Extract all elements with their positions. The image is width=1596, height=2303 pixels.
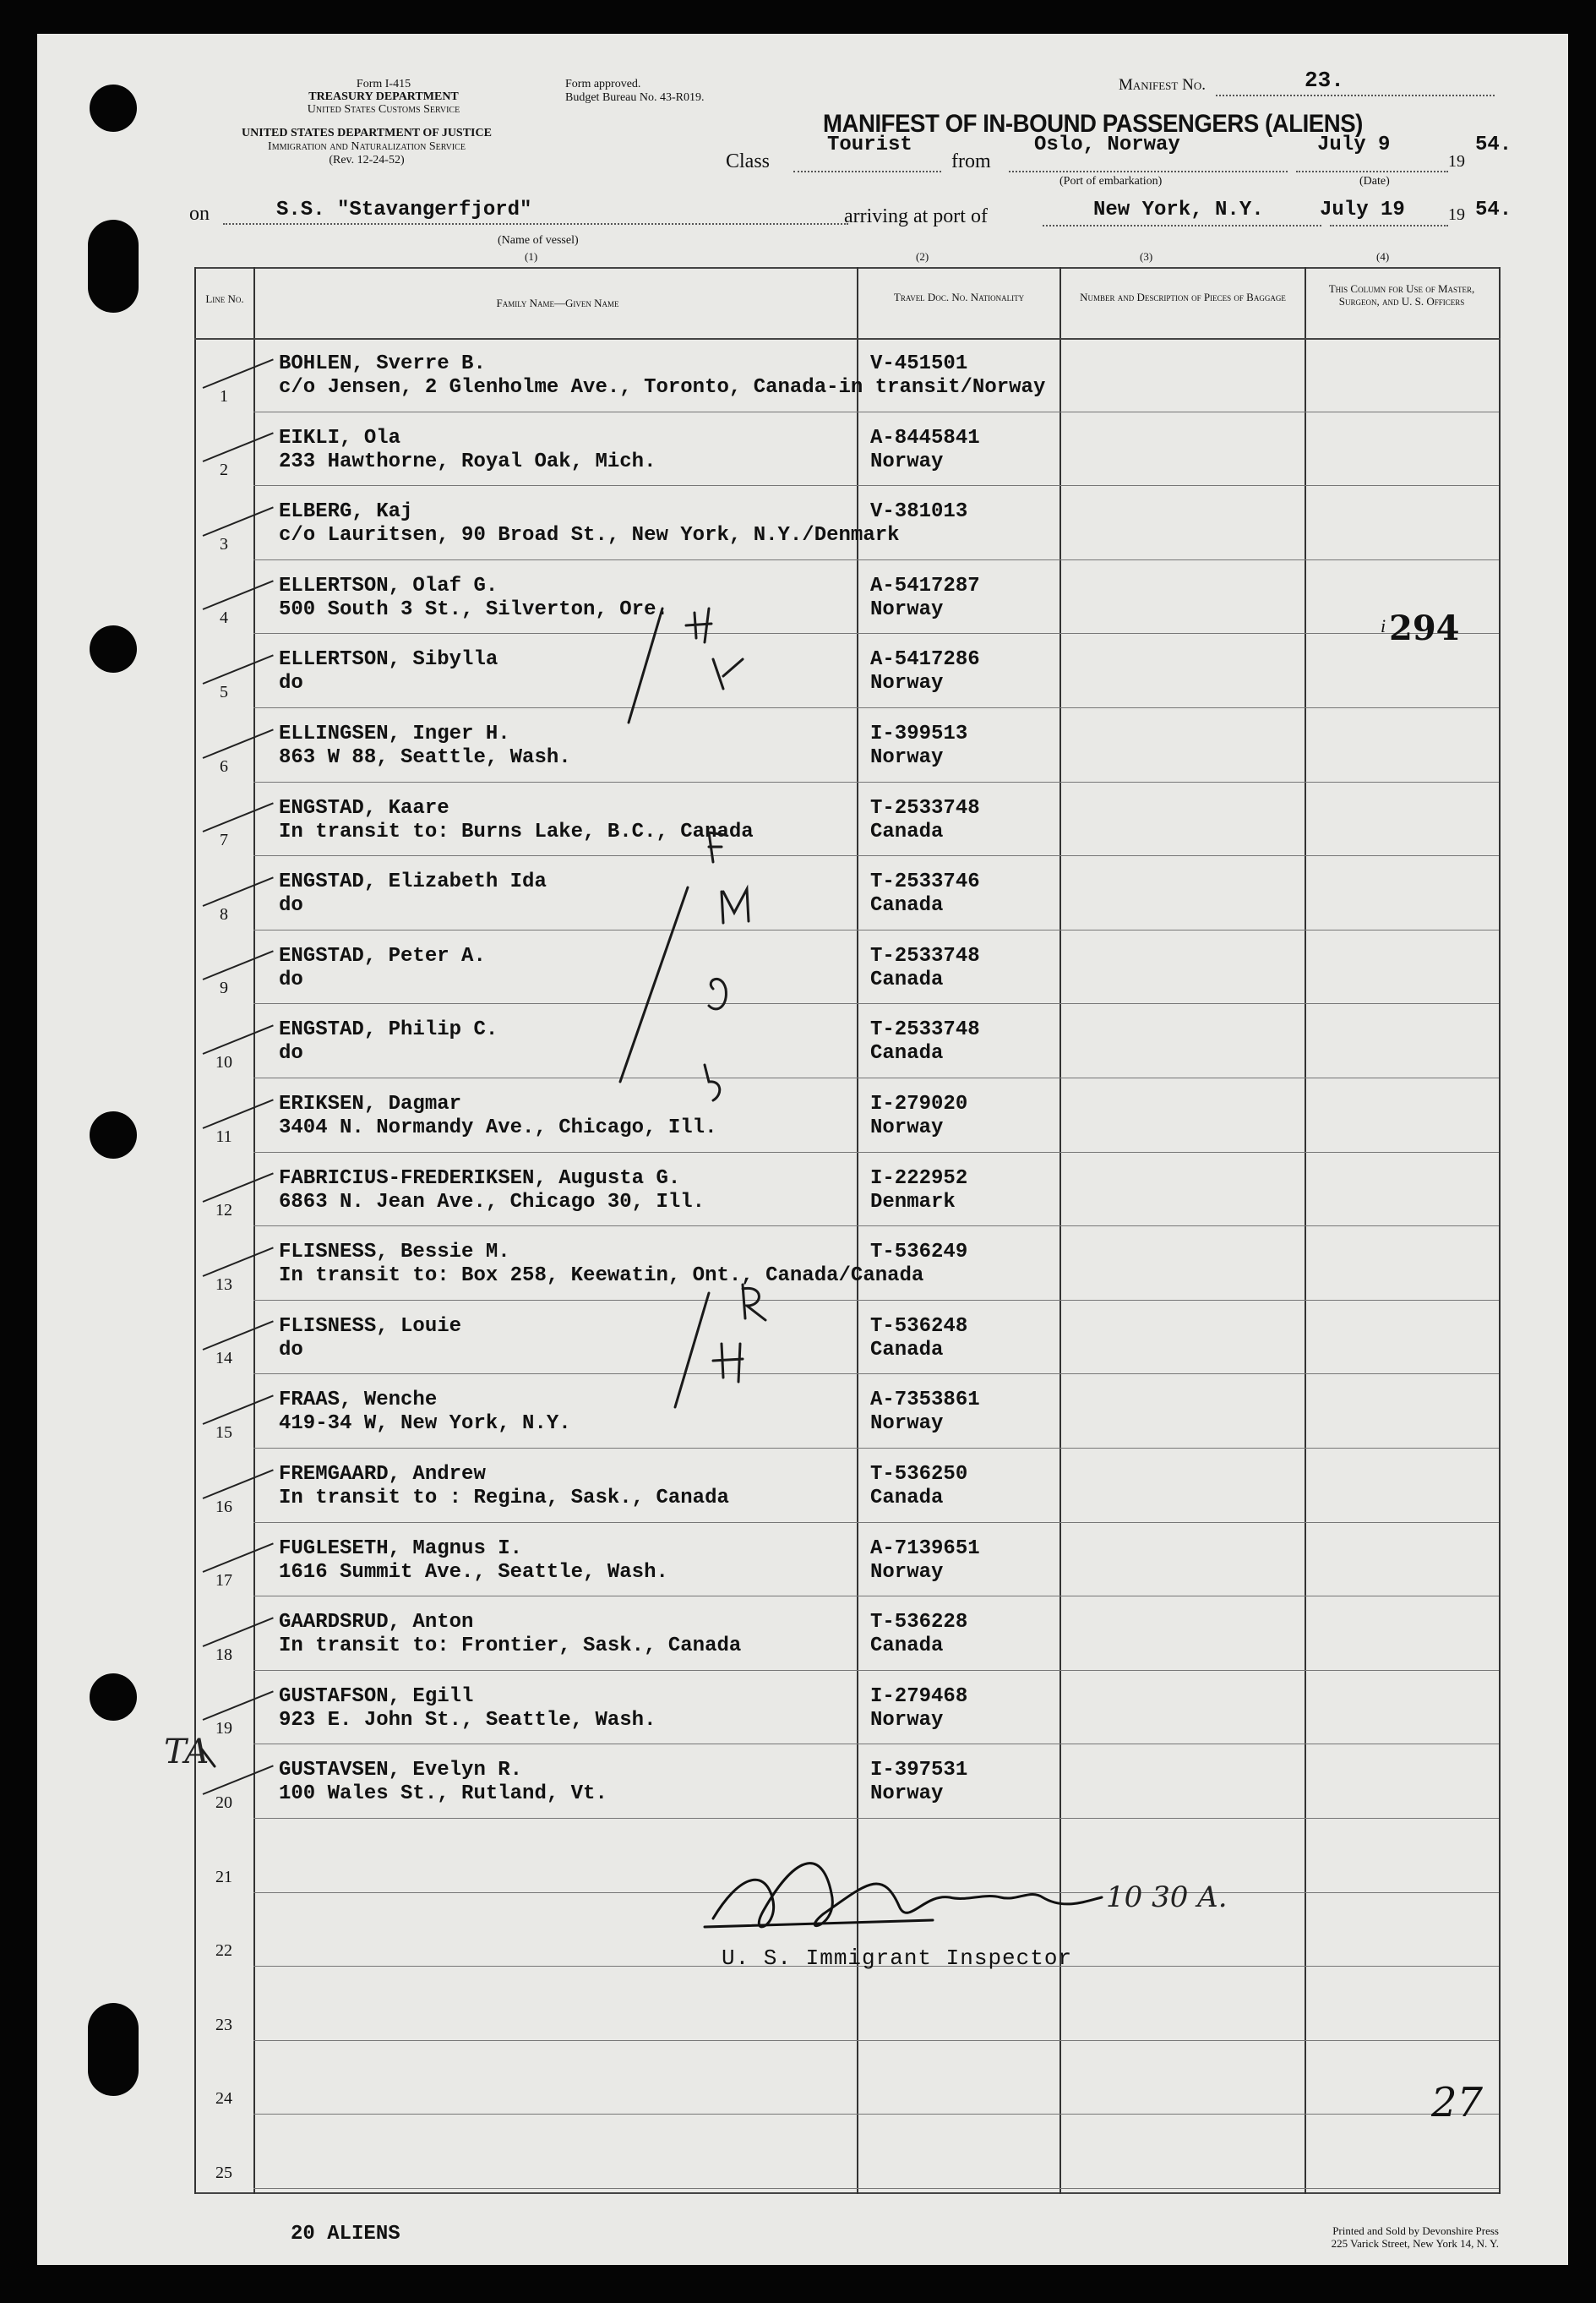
passenger-address: In transit to: Burns Lake, B.C., Canada <box>279 820 754 843</box>
officer-mark-i: i <box>1381 615 1386 636</box>
from-line <box>1009 171 1288 172</box>
check-stroke <box>203 729 274 759</box>
manifest-number: 23. <box>1305 68 1344 93</box>
year-prefix: 19 <box>1448 152 1465 171</box>
passenger-name: GUSTAFSON, Egill <box>279 1684 474 1708</box>
check-stroke <box>203 1173 274 1203</box>
col-header-name: Family Name—Given Name <box>496 297 619 309</box>
check-stroke <box>203 1543 274 1574</box>
class-line <box>793 171 941 172</box>
table-row <box>194 1596 1501 1671</box>
travel-doc-number: A-5417286 <box>870 648 980 672</box>
table-row <box>194 1671 1501 1745</box>
line-number: 8 <box>220 904 228 924</box>
printer-line-1: Printed and Sold by Devonshire Press <box>1332 2224 1499 2237</box>
table-row <box>194 1967 1501 2041</box>
customs-service: United States Customs Service <box>307 103 460 116</box>
col-header-baggage: Number and Description of Pieces of Baggage <box>1080 291 1286 303</box>
passenger-name: FUGLESETH, Magnus I. <box>279 1536 523 1560</box>
nationality: Norway <box>870 598 944 621</box>
passenger-name: FREMGAARD, Andrew <box>279 1463 486 1486</box>
nationality: Denmark <box>870 1190 956 1214</box>
passenger-name: ENGSTAD, Peter A. <box>279 944 486 968</box>
year-value: 54. <box>1475 134 1512 156</box>
travel-doc-number: I-399513 <box>870 723 968 745</box>
passenger-name: FLISNESS, Bessie M. <box>279 1241 510 1264</box>
passenger-name: GAARDSRUD, Anton <box>279 1611 474 1634</box>
col-header-line-no: Line No. <box>205 292 244 305</box>
passenger-name: EIKLI, Ola <box>279 426 401 450</box>
passenger-name: ENGSTAD, Kaare <box>279 796 449 820</box>
line-number: 20 <box>215 1793 232 1812</box>
line-number: 10 <box>215 1052 232 1072</box>
passenger-name: ENGSTAD, Philip C. <box>279 1018 498 1042</box>
col4-number: (4) <box>1376 250 1390 263</box>
date-line <box>1296 171 1448 172</box>
table-row <box>194 2041 1501 2115</box>
check-stroke <box>203 1247 274 1277</box>
nationality: Canada <box>870 968 944 991</box>
check-stroke <box>203 803 274 833</box>
punch-hole <box>90 625 137 673</box>
table-row <box>194 412 1501 487</box>
check-stroke <box>203 1765 274 1795</box>
travel-doc-number: T-2533748 <box>870 796 980 820</box>
manifest-label: Manifest No. <box>1119 76 1206 94</box>
check-stroke <box>203 581 274 611</box>
passenger-name: FABRICIUS-FREDERIKSEN, Augusta G. <box>279 1166 681 1190</box>
check-stroke <box>203 1394 274 1425</box>
passenger-address: 6863 N. Jean Ave., Chicago 30, Ill. <box>279 1190 705 1214</box>
check-stroke <box>203 951 274 981</box>
on-label: on <box>189 203 210 225</box>
number-27: 27 <box>1431 2079 1484 2126</box>
table-row <box>194 1744 1501 1819</box>
nationality: Norway <box>870 1782 944 1806</box>
travel-doc-number: A-8445841 <box>870 426 980 450</box>
travel-doc-number: I-279468 <box>870 1684 968 1708</box>
table-row <box>194 1301 1501 1375</box>
line-number: 21 <box>215 1867 232 1886</box>
nationality: Norway <box>870 1412 944 1436</box>
table-row <box>194 1004 1501 1078</box>
check-stroke <box>203 654 274 685</box>
arrival-year: 54. <box>1475 199 1512 221</box>
table-row <box>194 634 1501 708</box>
line-number: 18 <box>215 1645 232 1664</box>
check-stroke <box>203 506 274 537</box>
passenger-address: c/o Lauritsen, 90 Broad St., New York, N.Y./Denmark <box>279 524 900 548</box>
line-number: 13 <box>215 1274 232 1294</box>
table-row <box>194 856 1501 930</box>
table-row <box>194 560 1501 635</box>
line-number: 14 <box>215 1349 232 1368</box>
passenger-address: 923 E. John St., Seattle, Wash. <box>279 1708 656 1732</box>
line-number: 6 <box>220 756 228 776</box>
vessel-name: S.S. "Stavangerfjord" <box>276 199 532 221</box>
passenger-address: 3404 N. Normandy Ave., Chicago, Ill. <box>279 1116 717 1139</box>
manifest-title: MANIFEST OF IN-BOUND PASSENGERS (ALIENS) <box>823 110 1363 138</box>
passenger-name: ERIKSEN, Dagmar <box>279 1093 462 1116</box>
travel-doc-number: T-536228 <box>870 1611 968 1634</box>
passenger-name: FRAAS, Wenche <box>279 1389 438 1412</box>
passenger-name: ENGSTAD, Elizabeth Ida <box>279 870 547 894</box>
passenger-address: 1616 Summit Ave., Seattle, Wash. <box>279 1560 668 1584</box>
passenger-address: In transit to : Regina, Sask., Canada <box>279 1487 729 1509</box>
manifest-no-line <box>1216 95 1495 96</box>
passenger-name: ELLERTSON, Olaf G. <box>279 574 498 598</box>
vessel-line <box>223 223 848 225</box>
col3-number: (3) <box>1140 250 1153 263</box>
passenger-address: 863 W 88, Seattle, Wash. <box>279 746 571 769</box>
table-row <box>194 338 1501 412</box>
nationality: Norway <box>870 746 944 769</box>
arrival-year-prefix: 19 <box>1448 205 1465 224</box>
travel-doc-number: A-5417287 <box>870 574 980 598</box>
col2-number: (2) <box>916 250 929 263</box>
table-row <box>194 1226 1501 1301</box>
travel-doc-number: T-536248 <box>870 1314 968 1338</box>
vessel-caption: (Name of vessel) <box>498 234 579 247</box>
vessel-col: (1) <box>525 250 538 263</box>
nationality: Canada <box>870 894 944 918</box>
table-row <box>194 1374 1501 1449</box>
printer-line-2: 225 Varick Street, New York 14, N. Y. <box>1331 2237 1499 2250</box>
check-stroke <box>203 358 274 389</box>
class-value: Tourist <box>827 134 912 156</box>
nationality: Norway <box>870 1116 944 1139</box>
line-number: 7 <box>220 831 228 850</box>
punch-hole <box>90 1673 137 1721</box>
line-number: 15 <box>215 1422 232 1442</box>
line-number: 5 <box>220 682 228 701</box>
nationality: Canada <box>870 1338 944 1362</box>
punch-hole <box>88 220 139 313</box>
travel-doc-number: T-2533748 <box>870 1018 980 1042</box>
nationality: Canada <box>870 1634 944 1658</box>
passenger-address: do <box>279 672 303 696</box>
aliens-count: 20 ALIENS <box>291 2223 400 2246</box>
manifest-sheet <box>37 34 1568 2265</box>
nationality: Canada <box>870 820 944 843</box>
passenger-address: 100 Wales St., Rutland, Vt. <box>279 1782 607 1806</box>
passenger-address: In transit to: Box 258, Keewatin, Ont., Canada/Canada <box>279 1264 924 1288</box>
passenger-name: GUSTAVSEN, Evelyn R. <box>279 1759 523 1782</box>
passenger-name: BOHLEN, Sverre B. <box>279 352 486 375</box>
check-stroke <box>203 1469 274 1499</box>
table-row <box>194 486 1501 560</box>
passenger-address: do <box>279 1042 303 1066</box>
col-header-travel-doc: Travel Doc. No. Nationality <box>893 291 1025 303</box>
form-number: Form I-415 <box>356 78 411 90</box>
line-number: 17 <box>215 1571 232 1591</box>
line-number: 4 <box>220 608 228 628</box>
check-stroke <box>203 1691 274 1722</box>
passenger-address: do <box>279 894 303 918</box>
from-label: from <box>951 150 991 172</box>
passenger-address: c/o Jensen, 2 Glenholme Ave., Toronto, Canada-in transit/Norway <box>279 376 1046 399</box>
passenger-name: ELBERG, Kaj <box>279 500 413 524</box>
travel-doc-number: T-2533746 <box>870 870 980 894</box>
line-number: 23 <box>215 2015 232 2034</box>
arrival-date: July 19 <box>1320 199 1405 221</box>
passenger-address: In transit to: Frontier, Sask., Canada <box>279 1634 742 1658</box>
from-value: Oslo, Norway <box>1034 134 1180 156</box>
treasury-dept: TREASURY DEPARTMENT <box>308 90 459 103</box>
signature-time: 10 30 A. <box>1106 1880 1228 1914</box>
budget-bureau: Budget Bureau No. 43-R019. <box>565 91 705 104</box>
class-label: Class <box>726 150 771 172</box>
passenger-address: do <box>279 968 303 991</box>
table-row <box>194 1153 1501 1227</box>
line-number: 1 <box>220 386 228 406</box>
arrival-port: New York, N.Y. <box>1093 199 1264 221</box>
nationality: Canada <box>870 1487 944 1509</box>
check-stroke <box>203 1099 274 1129</box>
passenger-name: ELLERTSON, Sibylla <box>279 648 498 672</box>
inspector-label: U. S. Immigrant Inspector <box>722 1946 1073 1971</box>
punch-hole <box>90 85 137 132</box>
passenger-address: 500 South 3 St., Silverton, Ore. <box>279 598 668 621</box>
passenger-address: do <box>279 1338 303 1362</box>
line-number: 22 <box>215 1941 232 1961</box>
passenger-table <box>194 267 1501 2194</box>
line-number: 24 <box>215 2089 232 2109</box>
nationality: Norway <box>870 450 944 473</box>
port-caption: (Port of embarkation) <box>1059 175 1163 188</box>
punch-hole <box>88 2003 139 2096</box>
line-number: 9 <box>220 979 228 998</box>
nationality: Norway <box>870 1708 944 1732</box>
check-stroke <box>203 876 274 907</box>
table-row <box>194 930 1501 1005</box>
table-row <box>194 783 1501 857</box>
travel-doc-number: T-2533748 <box>870 944 980 968</box>
line-number: 19 <box>215 1719 232 1738</box>
number-294: 294 <box>1389 608 1460 648</box>
arrival-port-line <box>1043 225 1321 226</box>
table-row <box>194 708 1501 783</box>
travel-doc-number: I-222952 <box>870 1166 968 1190</box>
table-row <box>194 2115 1501 2189</box>
arrival-date-line <box>1330 225 1448 226</box>
check-stroke <box>203 1024 274 1055</box>
travel-doc-number: I-397531 <box>870 1759 968 1782</box>
nationality: Canada <box>870 1042 944 1066</box>
ta-mark: TA <box>164 1733 210 1771</box>
travel-doc-number: T-536249 <box>870 1241 968 1264</box>
passenger-name: FLISNESS, Louie <box>279 1314 462 1338</box>
check-stroke <box>203 433 274 463</box>
travel-doc-number: V-451501 <box>870 352 968 375</box>
ins-service: Immigration and Naturalization Service <box>268 140 466 153</box>
check-stroke <box>203 1617 274 1647</box>
form-approved: Form approved. <box>565 78 641 90</box>
table-row <box>194 1819 1501 1893</box>
dept-justice: UNITED STATES DEPARTMENT OF JUSTICE <box>242 127 492 139</box>
travel-doc-number: T-536250 <box>870 1463 968 1486</box>
line-number: 16 <box>215 1497 232 1516</box>
line-number: 3 <box>220 534 228 554</box>
arriving-label: arriving at port of <box>844 205 988 227</box>
travel-doc-number: I-279020 <box>870 1093 968 1116</box>
travel-doc-number: A-7353861 <box>870 1389 980 1412</box>
table-row <box>194 1078 1501 1153</box>
line-number: 11 <box>215 1127 232 1146</box>
travel-doc-number: A-7139651 <box>870 1536 980 1560</box>
date-value: July 9 <box>1317 134 1391 156</box>
line-number: 12 <box>215 1201 232 1220</box>
passenger-address: 419-34 W, New York, N.Y. <box>279 1412 571 1436</box>
table-row <box>194 1449 1501 1523</box>
travel-doc-number: V-381013 <box>870 500 968 524</box>
punch-hole <box>90 1111 137 1159</box>
check-stroke <box>203 1321 274 1351</box>
nationality: Norway <box>870 672 944 696</box>
nationality: Norway <box>870 1560 944 1584</box>
revision-date: (Rev. 12-24-52) <box>329 154 405 166</box>
line-number: 25 <box>215 2163 232 2182</box>
passenger-name: ELLINGSEN, Inger H. <box>279 723 510 745</box>
line-number: 2 <box>220 461 228 480</box>
col-header-officers: This Column for Use of Master, Surgeon, and U. S. Officers <box>1328 282 1475 308</box>
date-caption: (Date) <box>1359 175 1390 188</box>
passenger-address: 233 Hawthorne, Royal Oak, Mich. <box>279 450 656 473</box>
row-divider <box>253 2188 1499 2189</box>
table-row <box>194 1523 1501 1597</box>
